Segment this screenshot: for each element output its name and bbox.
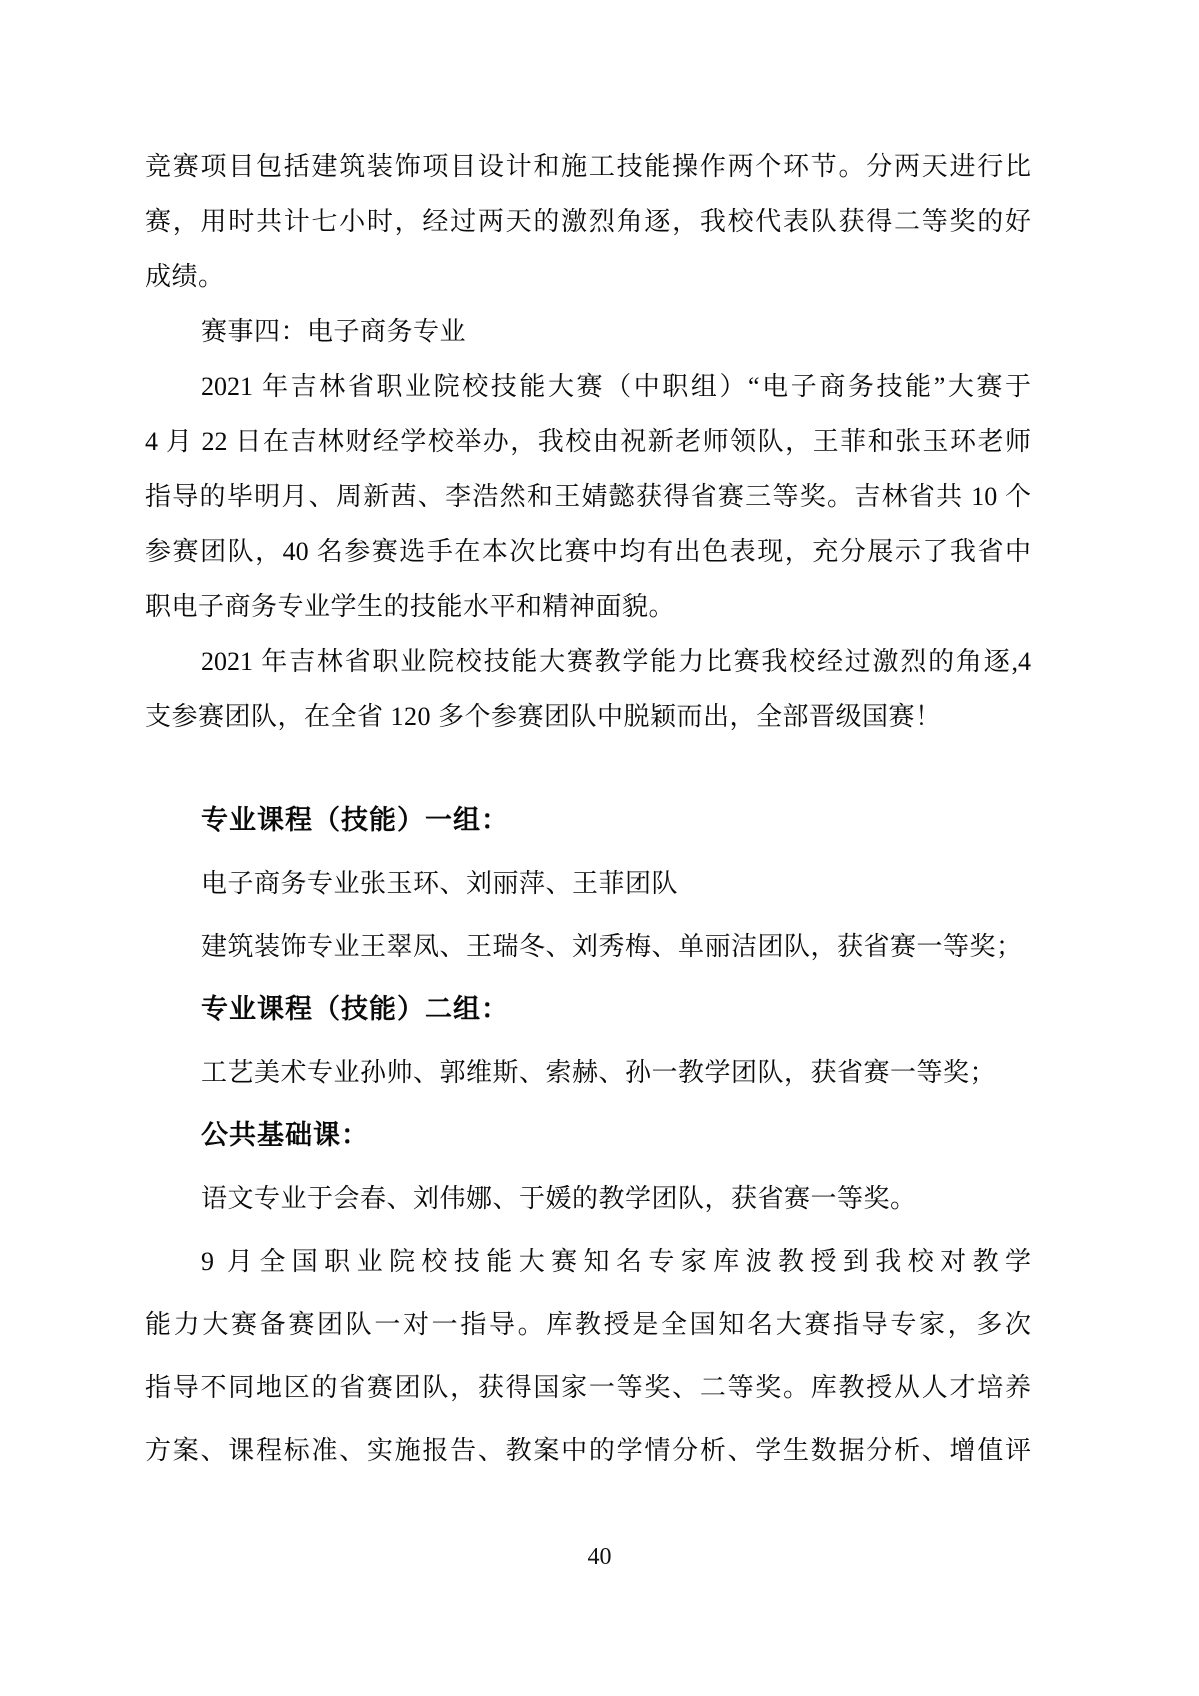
heading-line: 公共基础课： — [201, 1120, 369, 1150]
text-line: 支参赛团队，在全省 120 多个参赛团队中脱颖而出，全部晋级国赛！ — [145, 702, 942, 731]
text-line: 方案、课程标准、实施报告、教案中的学情分析、学生数据分析、增值评 — [145, 1436, 1031, 1465]
text-line: 参赛团队，40 名参赛选手在本次比赛中均有出色表现，充分展示了我省中 — [145, 537, 1031, 566]
text-line: 指导的毕明月、周新茜、李浩然和王婧懿获得省赛三等奖。吉林省共 10 个 — [145, 482, 1031, 511]
paragraph-section-2 — [145, 789, 1031, 1482]
page-number: 40 — [587, 1544, 612, 1570]
text-line: 建筑装饰专业王翠凤、王瑞冬、刘秀梅、单丽洁团队，获省赛一等奖； — [201, 932, 1023, 961]
text-line: 竞赛项目包括建筑装饰项目设计和施工技能操作两个环节。分两天进行比 — [145, 152, 1031, 181]
heading-line: 专业课程（技能）一组： — [201, 805, 509, 835]
text-line: 指导不同地区的省赛团队，获得国家一等奖、二等奖。库教授从人才培养 — [145, 1373, 1031, 1402]
text-line: 工艺美术专业孙帅、郭维斯、索赫、孙一教学团队，获省赛一等奖； — [201, 1058, 997, 1087]
text-line: 成绩。 — [145, 262, 225, 291]
text-line: 2021 年吉林省职业院校技能大赛教学能力比赛我校经过激烈的角逐,4 — [201, 647, 1031, 676]
text-line: 赛，用时共计七小时，经过两天的激烈角逐，我校代表队获得二等奖的好 — [145, 207, 1031, 236]
text-line: 9 月全国职业院校技能大赛知名专家库波教授到我校对教学 — [201, 1247, 1031, 1276]
paragraph-section-1 — [145, 139, 1031, 744]
text-line: 语文专业于会春、刘伟娜、于媛的教学团队，获省赛一等奖。 — [201, 1184, 917, 1213]
page-content — [145, 139, 1031, 1482]
heading-line: 专业课程（技能）二组： — [201, 994, 509, 1024]
text-line: 2021 年吉林省职业院校技能大赛（中职组）“电子商务技能”大赛于 — [201, 372, 1031, 401]
text-line: 能力大赛备赛团队一对一指导。库教授是全国知名大赛指导专家，多次 — [145, 1310, 1031, 1339]
text-line: 赛事四：电子商务专业 — [201, 317, 467, 346]
text-line: 4 月 22 日在吉林财经学校举办，我校由祝新老师领队，王菲和张玉环老师 — [145, 427, 1031, 456]
text-line: 电子商务专业张玉环、刘丽萍、王菲团队 — [201, 869, 679, 898]
text-line: 职电子商务专业学生的技能水平和精神面貌。 — [145, 592, 676, 621]
